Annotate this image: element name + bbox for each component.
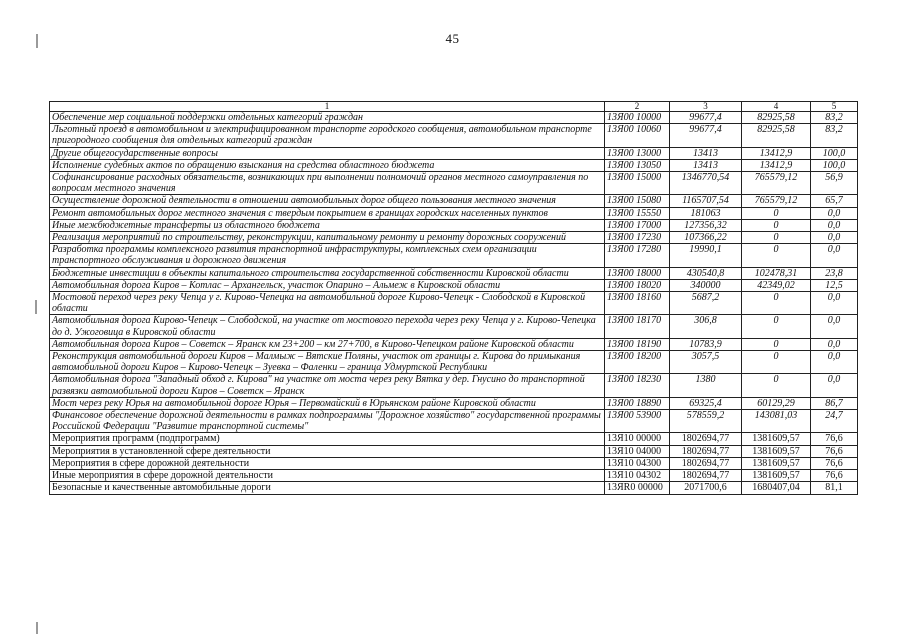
row-plan-cell: 99677,4 — [670, 112, 742, 124]
row-fact-cell: 1381609,57 — [742, 433, 811, 445]
table-row — [50, 244, 858, 267]
row-percent-cell: 83,2 — [811, 112, 858, 124]
row-plan-cell: 3057,5 — [670, 351, 742, 374]
row-code-cell: 13Я00 15000 — [605, 172, 670, 195]
row-name-cell: Автомобильная дорога Киров – Котлас – Архангельск, участок Опарино – Альмеж в Кировской области — [50, 279, 605, 291]
row-name-cell: Льготный проезд в автомобильном и электрифицированном транспорте городского сообщения, автомобильном транспорте пригородного сообщения для отдельных категорий граждан — [50, 124, 605, 147]
row-code-cell: 13Я00 17000 — [605, 219, 670, 231]
row-name-cell: Обеспечение мер социальной поддержки отдельных категорий граждан — [50, 112, 605, 124]
row-plan-cell: 1802694,77 — [670, 457, 742, 469]
row-name-cell: Финансовое обеспечение дорожной деятельности в рамках подпрограммы "Дорожное хозяйство" государственной программы Российской Федерации "Развитие транспортной системы" — [50, 410, 605, 433]
row-plan-cell: 13413 — [670, 159, 742, 171]
row-plan-cell: 5687,2 — [670, 292, 742, 315]
row-name-cell: Реконструкция автомобильной дороги Киров – Малмыж – Вятские Поляны, участок от границы г. Кирова до примыкания автомобильной дороги Киров – Кирово-Чепецк – Зуевка – Фаленки – граница Удмуртской Республики — [50, 351, 605, 374]
table-row — [50, 457, 858, 469]
row-percent-cell: 65,7 — [811, 195, 858, 207]
row-fact-cell: 0 — [742, 232, 811, 244]
row-name-cell: Мероприятия программ (подпрограмм) — [50, 433, 605, 445]
row-name-cell: Иные межбюджетные трансферты из областного бюджета — [50, 219, 605, 231]
row-percent-cell: 0,0 — [811, 292, 858, 315]
row-plan-cell: 19990,1 — [670, 244, 742, 267]
row-name-cell: Мостовой переход через реку Чепца у г. Кирово-Чепецка на автомобильной дороге Кирово-Чепецк - Слободской в Кировской области — [50, 292, 605, 315]
table-row — [50, 470, 858, 482]
budget-table-container — [49, 101, 857, 495]
row-percent-cell: 23,8 — [811, 267, 858, 279]
table-row — [50, 397, 858, 409]
header-cell-4: 4 — [742, 102, 811, 112]
page-number: 45 — [445, 31, 460, 46]
row-percent-cell: 56,9 — [811, 172, 858, 195]
table-row — [50, 315, 858, 338]
row-name-cell: Исполнение судебных актов по обращению взыскания на средства областного бюджета — [50, 159, 605, 171]
table-row — [50, 195, 858, 207]
row-name-cell: Автомобильная дорога Кирово-Чепецк – Слободской, на участке от мостового перехода через реку Чепца у г. Кирово-Чепецка до д. Ужоговица в Кировской области — [50, 315, 605, 338]
row-fact-cell: 143081,03 — [742, 410, 811, 433]
row-percent-cell: 12,5 — [811, 279, 858, 291]
row-code-cell: 13Я00 15080 — [605, 195, 670, 207]
row-name-cell: Иные мероприятия в сфере дорожной деятельности — [50, 470, 605, 482]
row-code-cell: 13Я10 00000 — [605, 433, 670, 445]
row-code-cell: 13Я00 15550 — [605, 207, 670, 219]
row-code-cell: 13Я00 18000 — [605, 267, 670, 279]
row-code-cell: 13Я00 10000 — [605, 112, 670, 124]
table-row — [50, 374, 858, 397]
row-plan-cell: 1380 — [670, 374, 742, 397]
table-row — [50, 445, 858, 457]
row-fact-cell: 13412,9 — [742, 159, 811, 171]
row-code-cell: 13Я10 04300 — [605, 457, 670, 469]
table-row — [50, 219, 858, 231]
table-row — [50, 338, 858, 350]
row-percent-cell: 0,0 — [811, 207, 858, 219]
row-plan-cell: 578559,2 — [670, 410, 742, 433]
table-row — [50, 159, 858, 171]
row-code-cell: 13Я00 13050 — [605, 159, 670, 171]
table-row — [50, 232, 858, 244]
table-row — [50, 124, 858, 147]
row-name-cell: Мост через реку Юрья на автомобильной дороге Юрья – Первомайский в Юрьянском районе Кировской области — [50, 397, 605, 409]
row-name-cell: Безопасные и качественные автомобильные дороги — [50, 482, 605, 494]
row-percent-cell: 0,0 — [811, 232, 858, 244]
scan-mark — [36, 622, 38, 634]
row-percent-cell: 100,0 — [811, 159, 858, 171]
row-plan-cell: 1346770,54 — [670, 172, 742, 195]
row-fact-cell: 765579,12 — [742, 195, 811, 207]
row-plan-cell: 13413 — [670, 147, 742, 159]
row-percent-cell: 76,6 — [811, 457, 858, 469]
row-fact-cell: 0 — [742, 374, 811, 397]
row-name-cell: Софинансирование расходных обязательств, возникающих при выполнении полномочий органов местного самоуправления по вопросам местного значения — [50, 172, 605, 195]
row-fact-cell: 82925,58 — [742, 124, 811, 147]
row-plan-cell: 107366,22 — [670, 232, 742, 244]
row-plan-cell: 1802694,77 — [670, 470, 742, 482]
row-fact-cell: 1381609,57 — [742, 457, 811, 469]
row-code-cell: 13Я00 18170 — [605, 315, 670, 338]
row-fact-cell: 0 — [742, 207, 811, 219]
row-fact-cell: 0 — [742, 315, 811, 338]
scan-mark — [36, 34, 38, 48]
header-cell-5: 5 — [811, 102, 858, 112]
table-row — [50, 482, 858, 494]
row-name-cell: Ремонт автомобильных дорог местного значения с твердым покрытием в границах городских населенных пунктов — [50, 207, 605, 219]
row-percent-cell: 0,0 — [811, 244, 858, 267]
row-name-cell: Мероприятия в установленной сфере деятельности — [50, 445, 605, 457]
row-percent-cell: 81,1 — [811, 482, 858, 494]
row-code-cell: 13ЯR0 00000 — [605, 482, 670, 494]
row-plan-cell: 2071700,6 — [670, 482, 742, 494]
row-plan-cell: 69325,4 — [670, 397, 742, 409]
table-row — [50, 292, 858, 315]
row-fact-cell: 102478,31 — [742, 267, 811, 279]
table-row — [50, 267, 858, 279]
table-row — [50, 410, 858, 433]
row-code-cell: 13Я00 53900 — [605, 410, 670, 433]
row-plan-cell: 1802694,77 — [670, 445, 742, 457]
table-row — [50, 147, 858, 159]
row-percent-cell: 24,7 — [811, 410, 858, 433]
row-code-cell: 13Я00 18020 — [605, 279, 670, 291]
header-row — [50, 102, 858, 112]
row-fact-cell: 42349,02 — [742, 279, 811, 291]
row-code-cell: 13Я00 17230 — [605, 232, 670, 244]
row-code-cell: 13Я00 18200 — [605, 351, 670, 374]
row-fact-cell: 60129,29 — [742, 397, 811, 409]
row-name-cell: Разработка программы комплексного развития транспортной инфраструктуры, комплексных схем организации транспортного обслуживания и дорожного движения — [50, 244, 605, 267]
row-percent-cell: 83,2 — [811, 124, 858, 147]
row-fact-cell: 765579,12 — [742, 172, 811, 195]
row-plan-cell: 1802694,77 — [670, 433, 742, 445]
row-code-cell: 13Я00 18890 — [605, 397, 670, 409]
row-percent-cell: 0,0 — [811, 315, 858, 338]
row-code-cell: 13Я10 04000 — [605, 445, 670, 457]
row-plan-cell: 1165707,54 — [670, 195, 742, 207]
table-body — [50, 112, 858, 495]
row-code-cell: 13Я00 18160 — [605, 292, 670, 315]
row-percent-cell: 100,0 — [811, 147, 858, 159]
row-plan-cell: 127356,32 — [670, 219, 742, 231]
row-plan-cell: 306,8 — [670, 315, 742, 338]
scan-mark — [35, 300, 37, 314]
row-plan-cell: 99677,4 — [670, 124, 742, 147]
header-cell-2: 2 — [605, 102, 670, 112]
row-code-cell: 13Я00 13000 — [605, 147, 670, 159]
row-name-cell: Мероприятия в сфере дорожной деятельности — [50, 457, 605, 469]
row-fact-cell: 0 — [742, 219, 811, 231]
table-row — [50, 172, 858, 195]
table-row — [50, 112, 858, 124]
budget-table — [49, 101, 858, 495]
row-fact-cell: 1381609,57 — [742, 445, 811, 457]
row-name-cell: Реализация мероприятий по строительству, реконструкции, капитальному ремонту и ремонту дорожных сооружений — [50, 232, 605, 244]
row-fact-cell: 0 — [742, 292, 811, 315]
row-name-cell: Бюджетные инвестиции в объекты капитального строительства государственной собственности Кировской области — [50, 267, 605, 279]
row-percent-cell: 0,0 — [811, 219, 858, 231]
table-row — [50, 279, 858, 291]
row-percent-cell: 76,6 — [811, 433, 858, 445]
row-percent-cell: 86,7 — [811, 397, 858, 409]
row-code-cell: 13Я00 17280 — [605, 244, 670, 267]
row-percent-cell: 0,0 — [811, 374, 858, 397]
row-plan-cell: 340000 — [670, 279, 742, 291]
table-row — [50, 351, 858, 374]
table-row — [50, 207, 858, 219]
header-cell-3: 3 — [670, 102, 742, 112]
row-code-cell: 13Я10 04302 — [605, 470, 670, 482]
row-code-cell: 13Я00 18230 — [605, 374, 670, 397]
row-plan-cell: 10783,9 — [670, 338, 742, 350]
row-percent-cell: 76,6 — [811, 470, 858, 482]
table-row — [50, 433, 858, 445]
row-percent-cell: 0,0 — [811, 351, 858, 374]
row-fact-cell: 0 — [742, 244, 811, 267]
header-cell-1: 1 — [50, 102, 605, 112]
row-fact-cell: 1680407,04 — [742, 482, 811, 494]
row-name-cell: Автомобильная дорога Киров – Советск – Яранск км 23+200 – км 27+700, в Кирово-Чепецком районе Кировской области — [50, 338, 605, 350]
row-percent-cell: 0,0 — [811, 338, 858, 350]
row-fact-cell: 0 — [742, 351, 811, 374]
row-plan-cell: 430540,8 — [670, 267, 742, 279]
row-percent-cell: 76,6 — [811, 445, 858, 457]
row-code-cell: 13Я00 18190 — [605, 338, 670, 350]
row-plan-cell: 181063 — [670, 207, 742, 219]
row-fact-cell: 0 — [742, 338, 811, 350]
row-fact-cell: 82925,58 — [742, 112, 811, 124]
row-name-cell: Другие общегосударственные вопросы — [50, 147, 605, 159]
row-fact-cell: 13412,9 — [742, 147, 811, 159]
row-name-cell: Осуществление дорожной деятельности в отношении автомобильных дорог общего пользования местного значения — [50, 195, 605, 207]
row-fact-cell: 1381609,57 — [742, 470, 811, 482]
row-code-cell: 13Я00 10060 — [605, 124, 670, 147]
row-name-cell: Автомобильная дорога "Западный обход г. Кирова" на участке от моста через реку Вятка у дер. Гнусино до транспортной развязки автомобильной дороги Киров – Советск – Яранск — [50, 374, 605, 397]
